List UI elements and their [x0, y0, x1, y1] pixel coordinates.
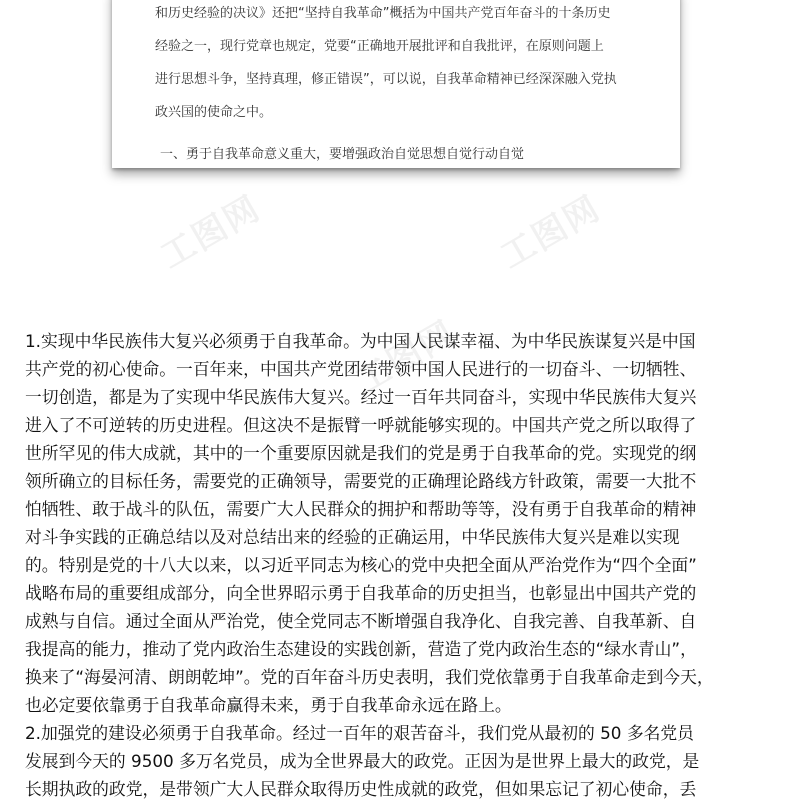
paragraph-line: 2.加强党的建设必须勇于自我革命。经过一百年的艰苦奋斗，我们党从最初的 50 多名党员 [25, 723, 694, 743]
paragraph-line: 1.实现中华民族伟大复兴必须勇于自我革命。为中国人民谋幸福、为中华民族谋复兴是中国 [25, 331, 696, 351]
paragraph-line: 战略布局的重要组成部分，向全世界昭示勇于自我革命的历史担当，也彰显出中国共产党的 [25, 583, 697, 603]
preview-line: 经验之一，现行党章也规定，党要“正确地开展批评和自我批评，在原则问题上 [155, 39, 604, 54]
preview-line: 进行思想斗争，坚持真理，修正错误”，可以说，自我革命精神已经深深融入党执 [155, 72, 617, 87]
paragraph-line: 我提高的能力，推动了党内政治生态建设的实践创新，营造了党内政治生态的“绿水青山”， [25, 639, 697, 659]
paragraph-line: 成熟与自信。通过全面从严治党，使全党同志不断增强自我净化、自我完善、自我革新、自 [25, 611, 697, 631]
preview-section-heading: 一、勇于自我革命意义重大，要增强政治自觉思想自觉行动自觉 [160, 147, 525, 162]
paragraph-line: 怕牺牲、敢于战斗的队伍，需要广大人民群众的拥护和帮助等等，没有勇于自我革命的精神 [25, 499, 697, 519]
preview-line: 和历史经验的决议》还把“坚持自我革命”概括为中国共产党百年奋斗的十条历史 [155, 6, 611, 21]
paragraph-line: 长期执政的政党，是带领广大人民群众取得历史性成就的政党，但如果忘记了初心使命，丢 [25, 779, 697, 799]
paragraph-line: 一切创造，都是为了实现中华民族伟大复兴。经过一百年共同奋斗，实现中华民族伟大复兴 [25, 387, 697, 407]
preview-line: 政兴国的使命之中。 [155, 105, 273, 120]
watermark: 工图网 [493, 188, 608, 277]
watermark: 工图网 [348, 313, 463, 402]
paragraph-line: 进入了不可逆转的历史进程。但这决不是振臂一呼就能够实现的。中国共产党之所以取得了 [25, 415, 697, 435]
paragraph-line: 的。特别是党的十八大以来，以习近平同志为核心的党中央把全面从严治党作为“四个全面” [25, 555, 697, 575]
watermark: 工图网 [153, 188, 268, 277]
paragraph-line: 对斗争实践的正确总结以及对总结出来的经验的正确运用，中华民族伟大复兴是难以实现 [25, 527, 680, 547]
paragraph-line: 共产党的初心使命。一百年来，中国共产党团结带领中国人民进行的一切奋斗、一切牺牲、 [25, 359, 697, 379]
paragraph-line: 领所确立的目标任务，需要党的正确领导，需要党的正确理论路线方针政策，需要一大批不 [25, 471, 697, 491]
paragraph-line: 换来了“海晏河清、朗朗乾坤”。党的百年奋斗历史表明，我们党依靠勇于自我革命走到今天， [25, 667, 714, 687]
paragraph-line: 也必定要依靠勇于自我革命赢得未来，勇于自我革命永远在路上。 [25, 695, 512, 715]
paragraph-line: 发展到今天的 9500 多万名党员，成为全世界最大的政党。正因为是世界上最大的政党，是 [25, 751, 700, 771]
paragraph-line: 世所罕见的伟大成就，其中的一个重要原因就是我们的党是勇于自我革命的党。实现党的纲 [25, 443, 697, 463]
